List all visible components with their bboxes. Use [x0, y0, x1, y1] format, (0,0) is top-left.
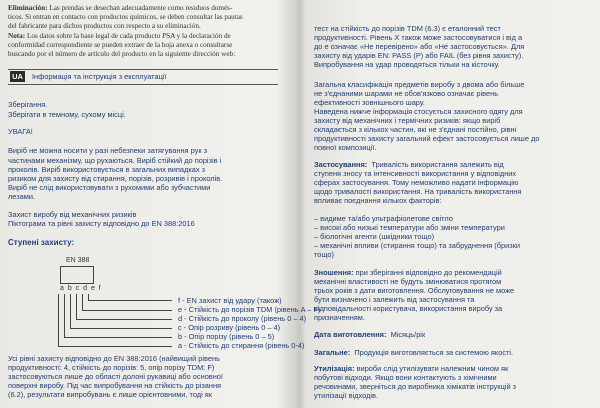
top-line: до е означає «Не перевірено» або «Не застосовується». Для [314, 42, 525, 51]
storage-text: Зберігати в темному, сухому місці. [8, 110, 126, 119]
warning-line-5: Виріб не слід використовувати з рухомими або зубчастими [8, 183, 211, 192]
legend-item: c - Опір розриву (рівень 0 – 4) [178, 323, 281, 332]
class-line: Наведена нижче інформація стосується захисного одягу для [314, 107, 523, 116]
factor-item: тощо) [314, 250, 334, 259]
warning-line-4: ризиком для захисту від стирання, порізів, розривів і проколів. [8, 174, 223, 183]
factor-item: – механічні впливи (стирання тощо) та забруднення (бризки [314, 241, 520, 250]
usage-line: сферах застосування. Тому неможливо надати інформацію [314, 178, 519, 187]
usage-line: щодо тривалості використання. На тривалість використання [314, 187, 522, 196]
warning-line-2: частинами механізму, що рухаються. Виріб стійкий до порізів і [8, 156, 222, 165]
bottom-line: (6.2), результати випробувань є лише орієнтовними, тоді як [8, 390, 213, 399]
disposal-line-1: Утилізація: вироби слід утилізувати належним чином як [314, 364, 509, 373]
factor-item: – біологічні агенти (шкідники тощо) [314, 232, 435, 241]
manufacture-date: Дата виготовлення: Місяць/рік [314, 330, 426, 339]
class-line: захисту від механічних і термічних ризиків: якщо виріб [314, 116, 501, 125]
wear-line: трьох років з дати виготовлення. Обслуговування не може [314, 286, 515, 295]
elimination-line-1: Eliminación: Las prendas se desechan adecuadamente como residuos domés- [8, 4, 233, 12]
warning-line-3: проколів. Виріб використовується в загальних випадках з [8, 165, 205, 174]
class-line: не з'єднаними шарами не обов'язково означає рівень [314, 89, 499, 98]
bottom-line: застосовуються лише до області долоні рукавиці або основної [8, 372, 223, 381]
warning-title: УВАГА! [8, 127, 33, 136]
protection-levels-title: Ступені захисту: [8, 238, 75, 247]
class-line: ефективності зовнішнього шару. [314, 98, 425, 107]
nota-line-1: Nota: Los datos sobre la base legal de cada producto PSA y la declaración de [8, 32, 231, 40]
disposal-line: речовинами, зверніться до виробника хімікатів інструкцій з [314, 382, 517, 391]
class-line: складається з кількох частин, які не з'єднані постійно, рівні [314, 125, 517, 134]
language-code-badge: UA [10, 71, 25, 82]
legend-item: a - Стійкість до стирання (рівень 0-4) [178, 341, 305, 350]
bottom-line: продуктивності: 4, стійкість до порізів: 5, опір порізу TDM: F) [8, 363, 215, 372]
warning-line-1: Виріб не можна носити у разі небезпеки затягування рук з [8, 146, 207, 155]
class-line: повної композиції. [314, 143, 377, 152]
usage-line: ступеня зносу та інтенсивності використання у відповідних [314, 169, 517, 178]
bottom-line: поверхні виробу. Під час випробування на стійкість до різання [8, 381, 222, 390]
bottom-line: Усі рівні захисту відповідно до EN 388:2016 (найвищий рівень [8, 354, 220, 363]
storage-title: Зберігання. [8, 100, 48, 109]
legend-item: b - Опір порізу (рівень 0 – 5) [178, 332, 275, 341]
elimination-line-2: ticos. Si entran en contacto con productos químicos, se deben consultar las pautas [8, 13, 243, 21]
disposal-line: утилізації відходів. [314, 391, 379, 400]
legend-item: e - Стійкість до порізів TDM (рівень A – F) [178, 305, 321, 314]
top-line: тест на стійкість до порізів TDM (6.3) є еталонний тест [314, 24, 501, 33]
en388-label: EN 388 [66, 257, 90, 264]
usage-line: впливає поєднання кількох факторів: [314, 196, 442, 205]
wear-line: механічні властивості не будуть змінюватися протягом [314, 277, 502, 286]
disposal-line: побутові відходи. Якщо вони контактують з хімічними [314, 373, 497, 382]
class-line: Загальна класифікація предметів виробу з двома або більше [314, 80, 525, 89]
elimination-line-3: del fabricante para dichos productos con respecto a su eliminación. [8, 22, 201, 30]
nota-line-2: conformidad correspondiente se pueden extraer de la hoja anexa o consultarse [8, 41, 233, 49]
top-line: захисту від ударів EN: PASS (P) або FAIL (без рівня захисту). [314, 51, 524, 60]
factor-item: – видиме та/або ультрафіолетове світло [314, 214, 453, 223]
risk-line-2: Піктограма та рівні захисту відповідно до EN 388:2016 [8, 219, 195, 228]
wear-line: призначенням. [314, 313, 365, 322]
wear-line: відповідальності користувача, використання виробу за [314, 304, 503, 313]
language-header [8, 69, 278, 85]
top-line: продуктивності. Рівень X також може застосовуватися і від а [314, 33, 523, 42]
usage-line-1: Застосування: Тривалість використання залежить від [314, 160, 504, 169]
en388-code-letters: a b c d e f [60, 285, 102, 292]
top-line: Випробування на удар проводяться тільки на кісточку. [314, 60, 500, 69]
class-line: продуктивності захисту загальний ефект застосовується лише до [314, 134, 540, 143]
nota-line-3: buscando por el número de artículo del producto en la siguiente dirección web: [8, 50, 236, 58]
wear-line-1: Зношення: при зберіганні відповідно до рекомендацій [314, 268, 502, 277]
factor-item: – високі або низькі температури або зміни температури [314, 223, 505, 232]
legend-item: f - EN захист від удару (також) [178, 296, 282, 305]
legend-item: d - Стійкість до проколу (рівень 0 – 4) [178, 314, 307, 323]
warning-line-6: лезами. [8, 192, 36, 201]
general-info: Загальне: Продукція виготовляється за системою якості. [314, 348, 514, 357]
risk-line-1: Захист виробу від механічних ризиків [8, 210, 137, 219]
language-header-title: Інформація та інструкція з експлуатації [32, 72, 167, 81]
wear-line: бути визначено і залежить від застосування та [314, 295, 475, 304]
en388-shield-box [60, 266, 94, 284]
